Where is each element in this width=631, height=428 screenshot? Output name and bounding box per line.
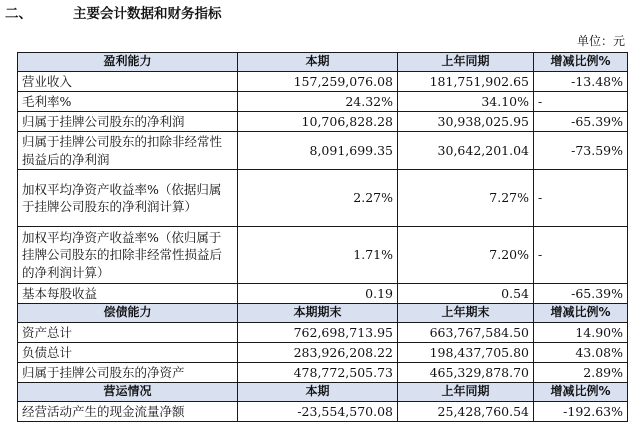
- solvency-header-current: 本期期末: [238, 304, 398, 323]
- row-change-value: -: [534, 92, 628, 112]
- row-current-value: 8,091,699.35: [238, 132, 398, 170]
- row-current-value: 24.32%: [238, 92, 398, 112]
- operations-header-current: 本期: [238, 383, 398, 402]
- row-previous-value: 0.54: [398, 284, 534, 304]
- table-row: [18, 227, 628, 284]
- solvency-header-previous: 上年期末: [398, 304, 534, 323]
- solvency-header-change: 增减比例%: [534, 304, 628, 323]
- row-label: 加权平均净资产收益率%（依据归属于挂牌公司股东的净利润计算）: [18, 170, 238, 227]
- operations-header-change: 增减比例%: [534, 383, 628, 402]
- row-previous-value: 25,428,760.54: [398, 402, 534, 422]
- table-row: [18, 132, 628, 170]
- table-row: [18, 343, 628, 363]
- row-previous-value: 663,767,584.50: [398, 323, 534, 343]
- solvency-header-row: [18, 304, 628, 323]
- profitability-header-current: 本期: [238, 53, 398, 72]
- row-previous-value: 30,938,025.95: [398, 112, 534, 132]
- table-row: [18, 92, 628, 112]
- section-number: 二、: [5, 6, 32, 22]
- row-label: 毛利率%: [18, 92, 238, 112]
- row-label: 营业收入: [18, 72, 238, 92]
- financial-indicators-table: [17, 52, 628, 422]
- profitability-header-previous: 上年同期: [398, 53, 534, 72]
- row-current-value: 1.71%: [238, 227, 398, 284]
- row-current-value: 0.19: [238, 284, 398, 304]
- row-current-value: -23,554,570.08: [238, 402, 398, 422]
- row-current-value: 478,772,505.73: [238, 363, 398, 383]
- table-row: [18, 170, 628, 227]
- row-change-value: 43.08%: [534, 343, 628, 363]
- row-change-value: -65.39%: [534, 284, 628, 304]
- row-label: 加权平均净资产收益率%（依归属于挂牌公司股东的扣除非经常性损益后的净利润计算）: [18, 227, 238, 284]
- row-previous-value: 7.27%: [398, 170, 534, 227]
- operations-header-label: 营运情况: [18, 383, 238, 402]
- row-label: 经营活动产生的现金流量净额: [18, 402, 238, 422]
- row-current-value: 157,259,076.08: [238, 72, 398, 92]
- row-label: 归属于挂牌公司股东的净资产: [18, 363, 238, 383]
- row-change-value: -192.63%: [534, 402, 628, 422]
- solvency-header-label: 偿债能力: [18, 304, 238, 323]
- row-previous-value: 7.20%: [398, 227, 534, 284]
- row-label: 归属于挂牌公司股东的净利润: [18, 112, 238, 132]
- row-previous-value: 30,642,201.04: [398, 132, 534, 170]
- row-change-value: -13.48%: [534, 72, 628, 92]
- table-row: [18, 284, 628, 304]
- row-previous-value: 34.10%: [398, 92, 534, 112]
- operations-header-row: [18, 383, 628, 402]
- row-previous-value: 198,437,705.80: [398, 343, 534, 363]
- table-row: [18, 402, 628, 422]
- row-change-value: -73.59%: [534, 132, 628, 170]
- row-change-value: -: [534, 227, 628, 284]
- profitability-header-change: 增减比例%: [534, 53, 628, 72]
- section-heading: [5, 4, 222, 24]
- row-change-value: 14.90%: [534, 323, 628, 343]
- row-change-value: 2.89%: [534, 363, 628, 383]
- row-current-value: 283,926,208.22: [238, 343, 398, 363]
- row-label: 归属于挂牌公司股东的扣除非经常性损益后的净利润: [18, 132, 238, 170]
- operations-header-previous: 上年同期: [398, 383, 534, 402]
- row-label: 资产总计: [18, 323, 238, 343]
- row-current-value: 10,706,828.28: [238, 112, 398, 132]
- row-previous-value: 465,329,878.70: [398, 363, 534, 383]
- profitability-header-row: [18, 53, 628, 72]
- table-row: [18, 323, 628, 343]
- profitability-header-label: 盈利能力: [18, 53, 238, 72]
- row-previous-value: 181,751,902.65: [398, 72, 534, 92]
- row-change-value: -: [534, 170, 628, 227]
- row-label: 基本每股收益: [18, 284, 238, 304]
- row-label: 负债总计: [18, 343, 238, 363]
- row-change-value: -65.39%: [534, 112, 628, 132]
- row-current-value: 2.27%: [238, 170, 398, 227]
- table-row: [18, 112, 628, 132]
- table-row: [18, 363, 628, 383]
- row-current-value: 762,698,713.95: [238, 323, 398, 343]
- table-row: [18, 72, 628, 92]
- unit-label: 单位：元: [576, 34, 625, 48]
- section-title: 主要会计数据和财务指标: [73, 6, 222, 22]
